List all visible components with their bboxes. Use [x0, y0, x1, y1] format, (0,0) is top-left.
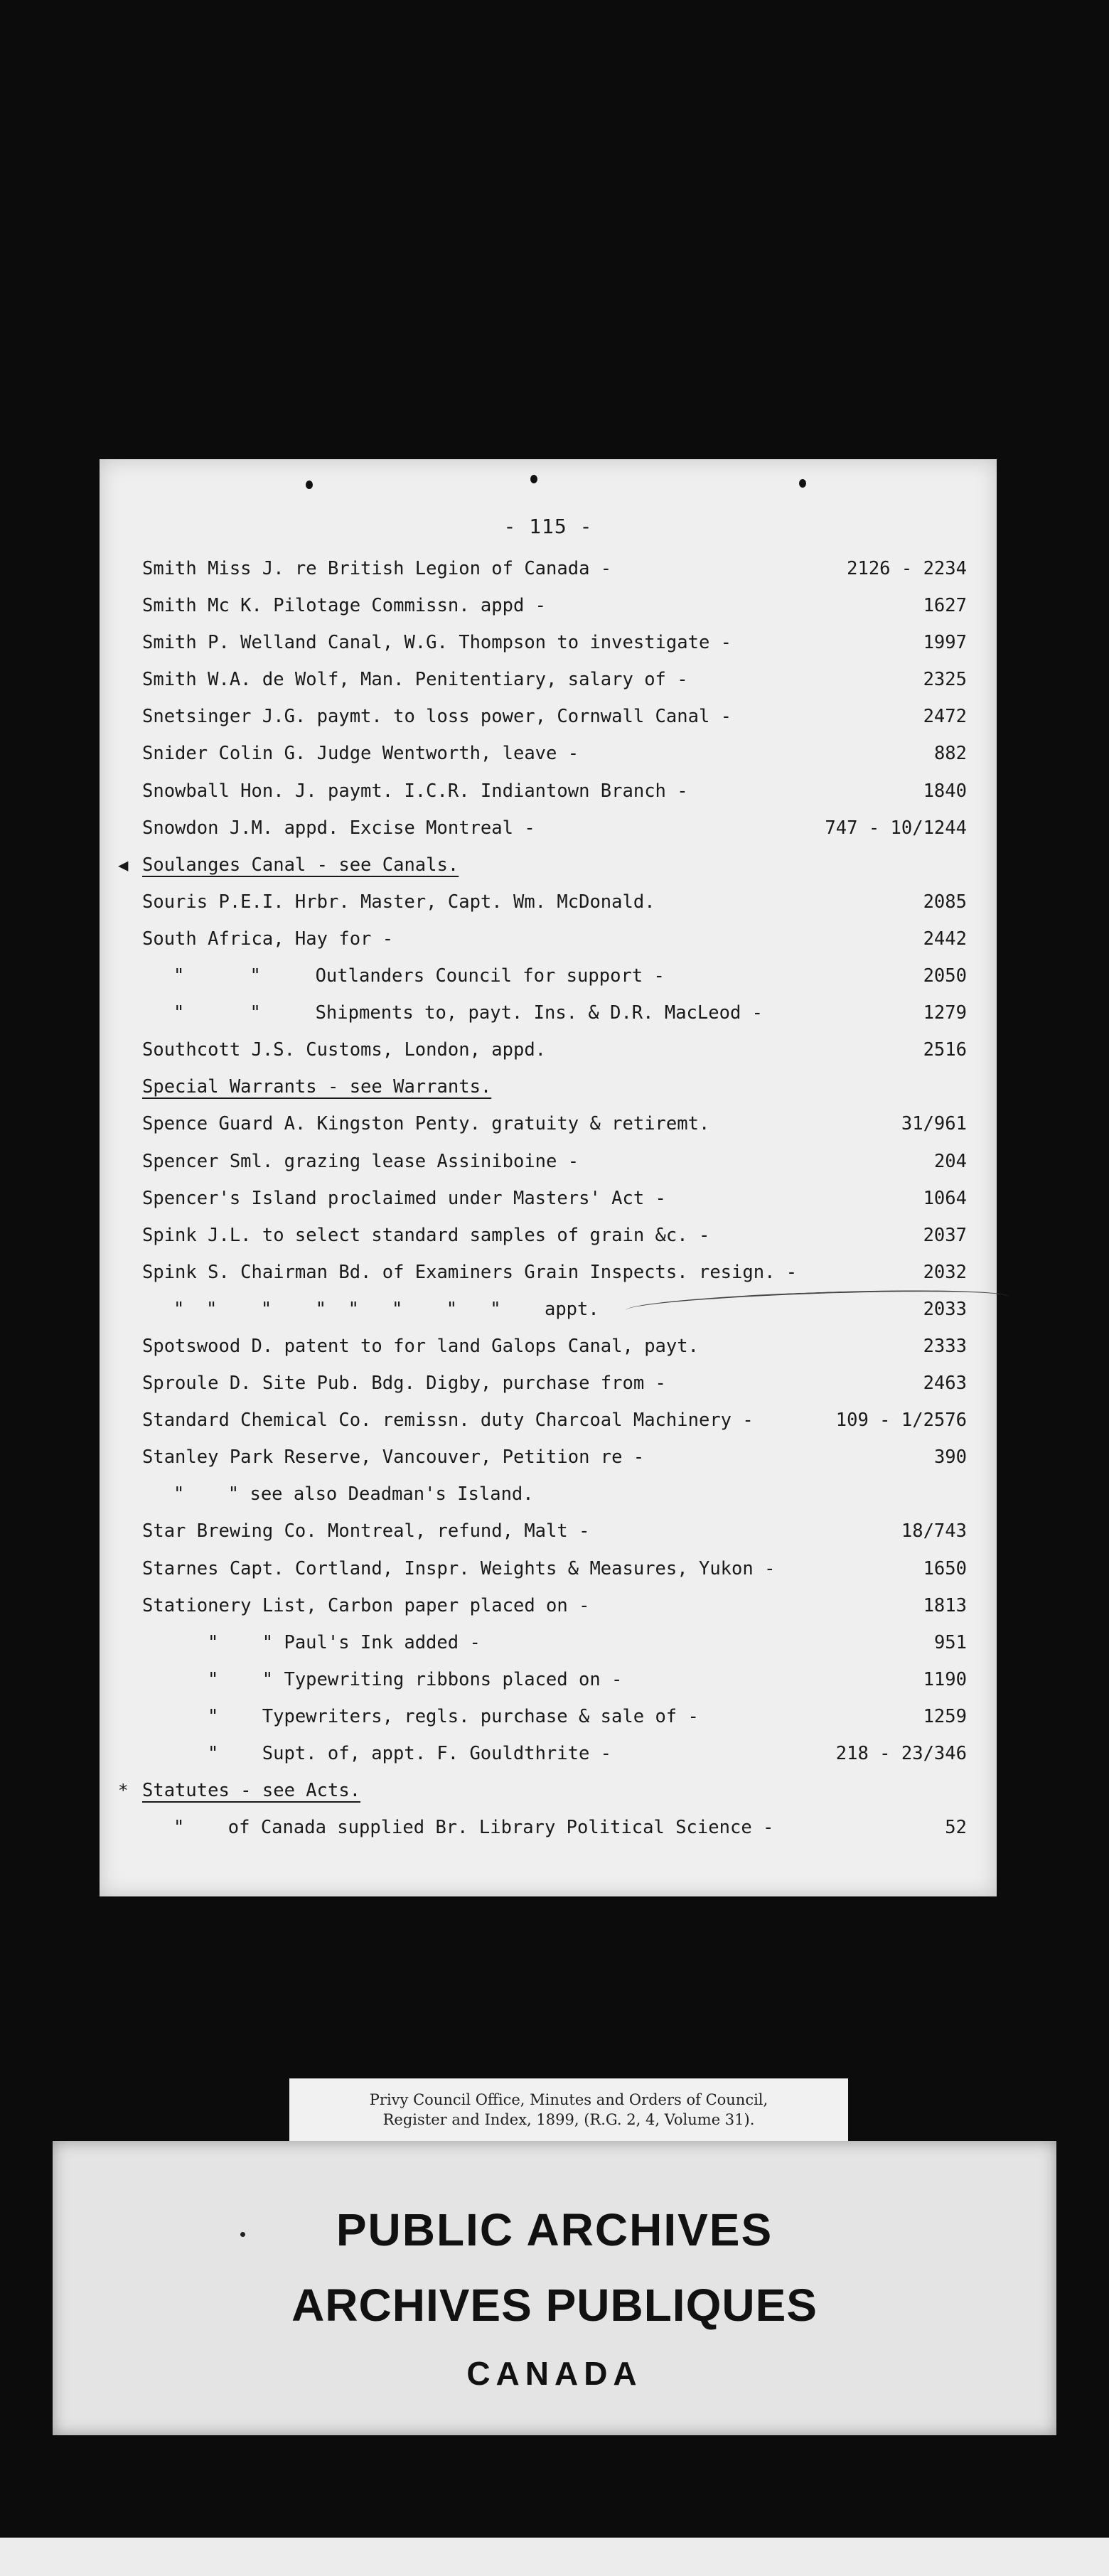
index-entry-text: Spencer's Island proclaimed under Masters' Act -: [142, 1187, 666, 1209]
index-entry-reference: 2032: [923, 1261, 967, 1283]
source-citation-label: [289, 2078, 848, 2141]
margin-mark: *: [118, 1781, 129, 1801]
index-entry-text: " " Outlanders Council for support -: [173, 965, 665, 987]
index-entry: [142, 1254, 967, 1291]
index-entry: [142, 1217, 967, 1254]
index-entry-text: Stanley Park Reserve, Vancouver, Petition re -: [142, 1447, 645, 1469]
index-entry: [142, 698, 967, 735]
index-entry-text: " " Typewriting ribbons placed on -: [208, 1668, 623, 1690]
margin-mark: ◀: [118, 854, 129, 875]
index-entry-reference: 31/961: [901, 1113, 967, 1135]
index-entry-reference: 52: [945, 1817, 967, 1839]
index-entry-text: " Typewriters, regls. purchase & sale of -: [208, 1705, 699, 1727]
index-entry-reference: 2463: [923, 1373, 967, 1395]
index-entry-reference: 390: [933, 1447, 967, 1469]
index-entry-reference: 18/743: [901, 1520, 967, 1542]
index-entry-text: Soulanges Canal - see Canals.: [142, 854, 459, 876]
index-entry: [142, 1439, 967, 1476]
index-entry-text: Star Brewing Co. Montreal, refund, Malt -: [142, 1520, 590, 1542]
index-entry: [142, 1476, 967, 1513]
index-entry: [142, 994, 967, 1031]
index-entry: [142, 1180, 967, 1217]
index-entry: [142, 1328, 967, 1365]
index-entry-reference: 2442: [923, 928, 967, 950]
archives-plate-line-1: PUBLIC ARCHIVES: [336, 2204, 773, 2255]
index-entry: [142, 921, 967, 957]
index-entry: [142, 624, 967, 661]
index-entry: [142, 1809, 967, 1846]
index-entry: [142, 1105, 967, 1142]
index-entry-reference: 2033: [923, 1298, 967, 1320]
index-entry-text: Southcott J.S. Customs, London, appd.: [142, 1039, 547, 1061]
punch-hole: [306, 481, 313, 489]
source-citation-line-1: Privy Council Office, Minutes and Orders of Council,: [369, 2091, 768, 2108]
index-entry-text: Snetsinger J.G. paymt. to loss power, Cornwall Canal -: [142, 706, 732, 728]
index-entry-text: " of Canada supplied Br. Library Political Science -: [173, 1817, 774, 1839]
index-entry: [142, 1735, 967, 1772]
index-entry-reference: 1813: [923, 1594, 967, 1616]
index-entry: [142, 1031, 967, 1068]
index-entry: [142, 957, 967, 994]
index-entry-reference: 1997: [923, 632, 967, 654]
index-entry: [142, 773, 967, 810]
index-entry: [142, 1624, 967, 1661]
index-entry-reference: 2516: [923, 1039, 967, 1061]
index-entry: [142, 884, 967, 921]
index-entry-text: " Supt. of, appt. F. Gouldthrite -: [208, 1743, 612, 1764]
index-entry-reference: 2333: [923, 1335, 967, 1357]
index-entry-text: Snowdon J.M. appd. Excise Montreal -: [142, 817, 535, 839]
index-entry-text: Standard Chemical Co. remissn. duty Charcoal Machinery -: [142, 1410, 754, 1432]
index-entry-reference: 2085: [923, 891, 967, 913]
index-entry-text: Special Warrants - see Warrants.: [142, 1076, 492, 1098]
index-entry-reference: 882: [933, 743, 967, 765]
index-entry-text: Spencer Sml. grazing lease Assiniboine -: [142, 1150, 579, 1172]
index-entry-text: Stationery List, Carbon paper placed on -: [142, 1594, 590, 1616]
index-entry: [142, 587, 967, 624]
index-entry: [142, 661, 967, 698]
index-entry-reference: 1190: [923, 1668, 967, 1690]
index-entry-reference: 2050: [923, 965, 967, 987]
index-entry: [142, 1587, 967, 1624]
index-entry-text: Spotswood D. patent to for land Galops Canal, payt.: [142, 1335, 699, 1357]
index-entry-reference: 1840: [923, 780, 967, 802]
index-entry-text: Snowball Hon. J. paymt. I.C.R. Indiantown Branch -: [142, 780, 688, 802]
index-entry-text: Statutes - see Acts.: [142, 1780, 361, 1802]
index-entry-reference: 2325: [923, 669, 967, 691]
index-entry-text: South Africa, Hay for -: [142, 928, 394, 950]
index-entry: [142, 1550, 967, 1587]
index-entry-reference: 1279: [923, 1002, 967, 1024]
index-entry-reference: 218 - 23/346: [835, 1743, 967, 1764]
source-citation-line-2: Register and Index, 1899, (R.G. 2, 4, Volume 31).: [382, 2111, 755, 2128]
index-entry: [118, 847, 967, 884]
index-entry: [142, 810, 967, 847]
index-entry-reference: 1064: [923, 1187, 967, 1209]
index-page: [100, 459, 997, 1896]
index-entry-text: Souris P.E.I. Hrbr. Master, Capt. Wm. McDonald.: [142, 891, 655, 913]
index-entry-text: Smith P. Welland Canal, W.G. Thompson to investigate -: [142, 632, 732, 654]
index-entry-reference: 2472: [923, 706, 967, 728]
index-entry-text: Starnes Capt. Cortland, Inspr. Weights & Measures, Yukon -: [142, 1557, 776, 1579]
index-entry-text: " " " " " " " " appt.: [173, 1298, 599, 1320]
index-entry-text: Spence Guard A. Kingston Penty. gratuity & retiremt.: [142, 1113, 710, 1135]
index-entry-reference: 1627: [923, 595, 967, 617]
index-entry: [142, 1068, 967, 1105]
index-entry-reference: 2037: [923, 1224, 967, 1246]
bottom-margin-strip: [0, 2538, 1109, 2576]
index-entry: [118, 1772, 967, 1809]
index-entry-text: " " Paul's Ink added -: [208, 1631, 481, 1653]
archives-plate-line-2: ARCHIVES PUBLIQUES: [291, 2280, 818, 2331]
index-entries-list: [118, 550, 967, 1846]
index-entry-reference: 109 - 1/2576: [835, 1410, 967, 1432]
index-entry-text: " " see also Deadman's Island.: [173, 1483, 534, 1506]
index-entry-text: Smith Miss J. re British Legion of Canada -: [142, 558, 612, 579]
index-entry-text: Spink S. Chairman Bd. of Examiners Grain Inspects. resign. -: [142, 1261, 798, 1283]
index-entry: [142, 550, 967, 587]
index-entry-reference: 1650: [923, 1557, 967, 1579]
index-entry-text: Smith Mc K. Pilotage Commissn. appd -: [142, 595, 547, 617]
archives-plate-line-3: CANADA: [466, 2355, 643, 2392]
index-entry-reference: 951: [933, 1631, 967, 1653]
index-entry-reference: 1259: [923, 1705, 967, 1727]
index-entry-text: Snider Colin G. Judge Wentworth, leave -: [142, 743, 579, 765]
public-archives-plate: [53, 2141, 1056, 2435]
index-entry-text: Spink J.L. to select standard samples of grain &c. -: [142, 1224, 710, 1246]
index-entry-reference: 204: [933, 1150, 967, 1172]
index-entry: [142, 1143, 967, 1180]
index-entry-text: " " Shipments to, payt. Ins. & D.R. MacLeod -: [173, 1002, 764, 1024]
index-entry-text: Smith W.A. de Wolf, Man. Penitentiary, salary of -: [142, 669, 688, 691]
punch-hole: [799, 479, 806, 488]
index-entry: [142, 1513, 967, 1550]
index-entry-reference: 747 - 10/1244: [825, 817, 967, 839]
index-entry-reference: 2126 - 2234: [847, 558, 967, 579]
index-entry: [142, 1402, 967, 1439]
index-entry-text: Sproule D. Site Pub. Bdg. Digby, purchase from -: [142, 1373, 666, 1395]
index-entry: [142, 1365, 967, 1402]
index-entry: [142, 735, 967, 772]
index-entry: [142, 1698, 967, 1735]
index-entry: [142, 1661, 967, 1698]
punch-hole: [530, 475, 537, 483]
page-number: - 115 -: [503, 515, 593, 538]
